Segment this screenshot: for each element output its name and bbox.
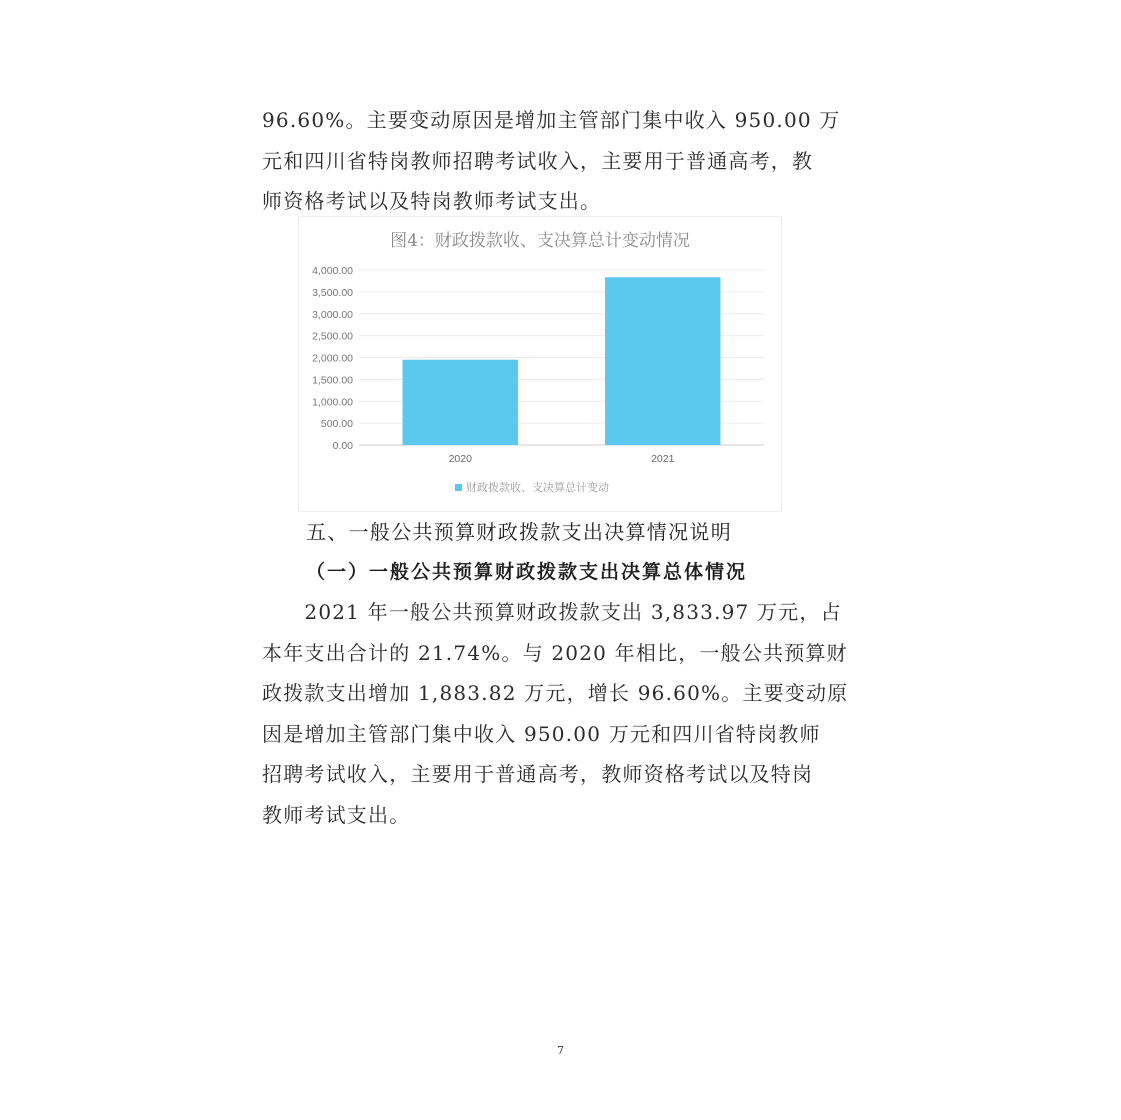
y-tick-label: 500.00 xyxy=(320,418,353,431)
y-tick-label: 3,500.00 xyxy=(312,286,353,299)
y-tick-label: 2,000.00 xyxy=(312,352,353,365)
y-tick-label: 3,000.00 xyxy=(312,308,353,321)
bar-chart xyxy=(298,216,782,512)
y-tick-label: 4,000.00 xyxy=(312,265,353,277)
y-tick-label: 0.00 xyxy=(332,440,353,452)
chart-title: 图4：财政拨款收、支决算总计变动情况 xyxy=(390,231,690,251)
legend-label: 财政拨款收、支决算总计变动 xyxy=(466,481,609,494)
y-axis-ticks xyxy=(312,265,353,452)
page-number: 7 xyxy=(557,1044,564,1057)
bars xyxy=(403,277,721,445)
intro-paragraph xyxy=(262,100,841,222)
section-subheading: （一）一般公共预算财政拨款支出决算总体情况 xyxy=(306,561,748,583)
section-line: 招聘考试收入，主要用于普通高考，教师资格考试以及特岗 xyxy=(262,762,814,786)
y-tick-label: 2,500.00 xyxy=(312,330,353,343)
legend-swatch xyxy=(455,484,462,491)
y-tick-label: 1,500.00 xyxy=(312,374,353,387)
section-line: 教师考试支出。 xyxy=(262,802,411,827)
section-line: 政拨款支出增加 1,883.82 万元，增长 96.60%。主要变动原 xyxy=(262,681,849,705)
x-tick-label: 2020 xyxy=(448,453,472,465)
intro-line: 96.60%。主要变动原因是增加主管部门集中收入 950.00 万 xyxy=(262,108,841,132)
intro-line: 师资格考试以及特岗教师考试支出。 xyxy=(262,189,602,213)
section-paragraph xyxy=(262,592,849,835)
x-tick-label: 2021 xyxy=(651,453,675,465)
section-line: 本年支出合计的 21.74%。与 2020 年相比，一般公共预算财 xyxy=(262,640,848,665)
bar-2020 xyxy=(403,360,518,445)
bar-2021 xyxy=(605,277,720,445)
section-heading: 五、一般公共预算财政拨款支出决算情况说明 xyxy=(306,520,732,544)
section-line: 因是增加主管部门集中收入 950.00 万元和四川省特岗教师 xyxy=(262,721,821,746)
chart-legend xyxy=(455,480,609,494)
x-axis-ticks xyxy=(449,453,675,465)
intro-line: 元和四川省特岗教师招聘考试收入，主要用于普通高考，教 xyxy=(262,148,814,173)
section-line: 2021 年一般公共预算财政拨款支出 3,833.97 万元，占 xyxy=(262,600,842,624)
y-tick-label: 1,000.00 xyxy=(312,396,353,409)
chart-canvas xyxy=(299,217,781,511)
